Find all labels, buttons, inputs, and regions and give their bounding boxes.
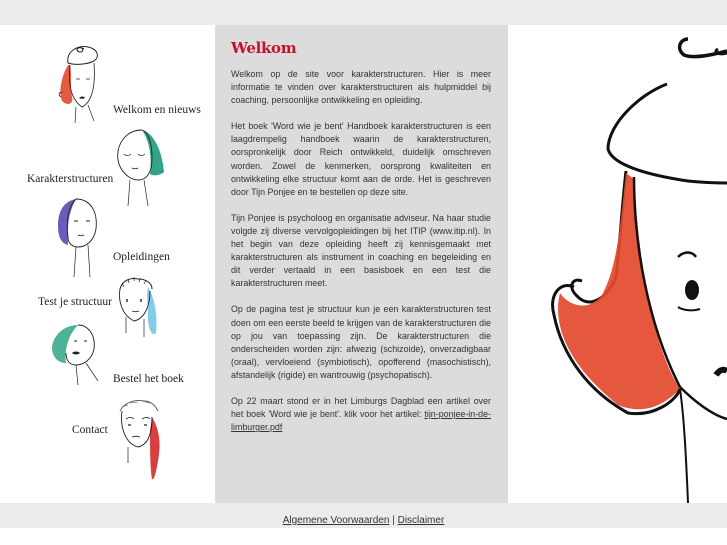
article-pdf-link[interactable]: tijn-ponjee-in-de-limburger.pdf [231, 409, 491, 433]
page-title: Welkom [231, 39, 297, 57]
red-hair-woman-illustration [508, 25, 727, 503]
nav-item-karakterstructuren[interactable]: Karakterstructuren [27, 173, 114, 185]
main-content-panel [215, 25, 508, 503]
nav-item-test[interactable]: Test je structuur [38, 296, 112, 308]
footer-separator: | [389, 515, 398, 526]
paragraph-author: Tijn Ponjee is psycholoog en organisatie adviseur. Na haar studie volgde zij diverse vervolgopleidingen bij het ITIP (www.itip.nl). In het begin van deze opleiding heeft zij kennisgemaakt met karakterstructuren als instrument in coaching en begeleiding en dit verder vertaald in een basisboek en een test die karakterstructuren meet. [231, 212, 491, 289]
face-purple-hair-illustration [54, 197, 104, 279]
paragraph-welcome: Welkom op de site voor karakterstructuren. Hier is meer informatie te vinden over karakterstructuren als hulpmiddel bij coaching, persoonlijke ontwikkeling en opleiding. [231, 69, 491, 106]
footer [0, 503, 727, 528]
paragraph-book: Het boek 'Word wie je bent' Handboek karakterstructuren is een laagdrempelig handboek waarin de karakterstructuren, oorspronkelijk door Reich ontwikkeld, duidelijk omschreven worden. Zowel de kenmerken, oorsprong kwaliteiten en ontwikkeling elke structuur komt aan de orde. Het is geschreven door Tijn Ponjee en te bestellen op deze site. [231, 121, 491, 197]
header-illustration [508, 25, 727, 503]
disclaimer-link[interactable]: Disclaimer [397, 515, 445, 526]
nav-item-bestel[interactable]: Bestel het boek [113, 373, 184, 385]
sidebar-nav [0, 25, 215, 503]
paragraph-test: Op de pagina test je structuur kun je een karakterstructuren test doen om een eerste beeld te krijgen van de karakterstructuren die op jou van toepassing zijn. De karakterstructuren die onderscheiden worden zijn: afwezig (schizoide), onverzadigbaar (oraal), vervloeiend (symbiotisch), opofferend (masochistisch), afstandelijk (rigide) en wantrouwig (psychopatisch). [231, 304, 491, 380]
terms-link[interactable]: Algemene Voorwaarden [282, 515, 390, 526]
face-blue-streak-illustration [114, 277, 160, 357]
face-red-hair-illustration [48, 41, 106, 123]
nav-item-welkom[interactable]: Welkom en nieuws [113, 104, 201, 116]
top-bar [0, 0, 727, 25]
nav-item-contact[interactable]: Contact [72, 424, 108, 436]
intro-text [231, 68, 491, 447]
face-red-streak-illustration [114, 397, 168, 483]
nav-item-opleidingen[interactable]: Opleidingen [113, 251, 170, 263]
face-teal-hair-illustration [48, 323, 102, 395]
face-green-hair-illustration [112, 128, 168, 210]
paragraph-article [231, 395, 491, 434]
article-text: Op 22 maart stond er in het Limburgs Dagblad een artikel over het boek 'Word wie je bent'. klik voor het artikel: [231, 395, 491, 420]
